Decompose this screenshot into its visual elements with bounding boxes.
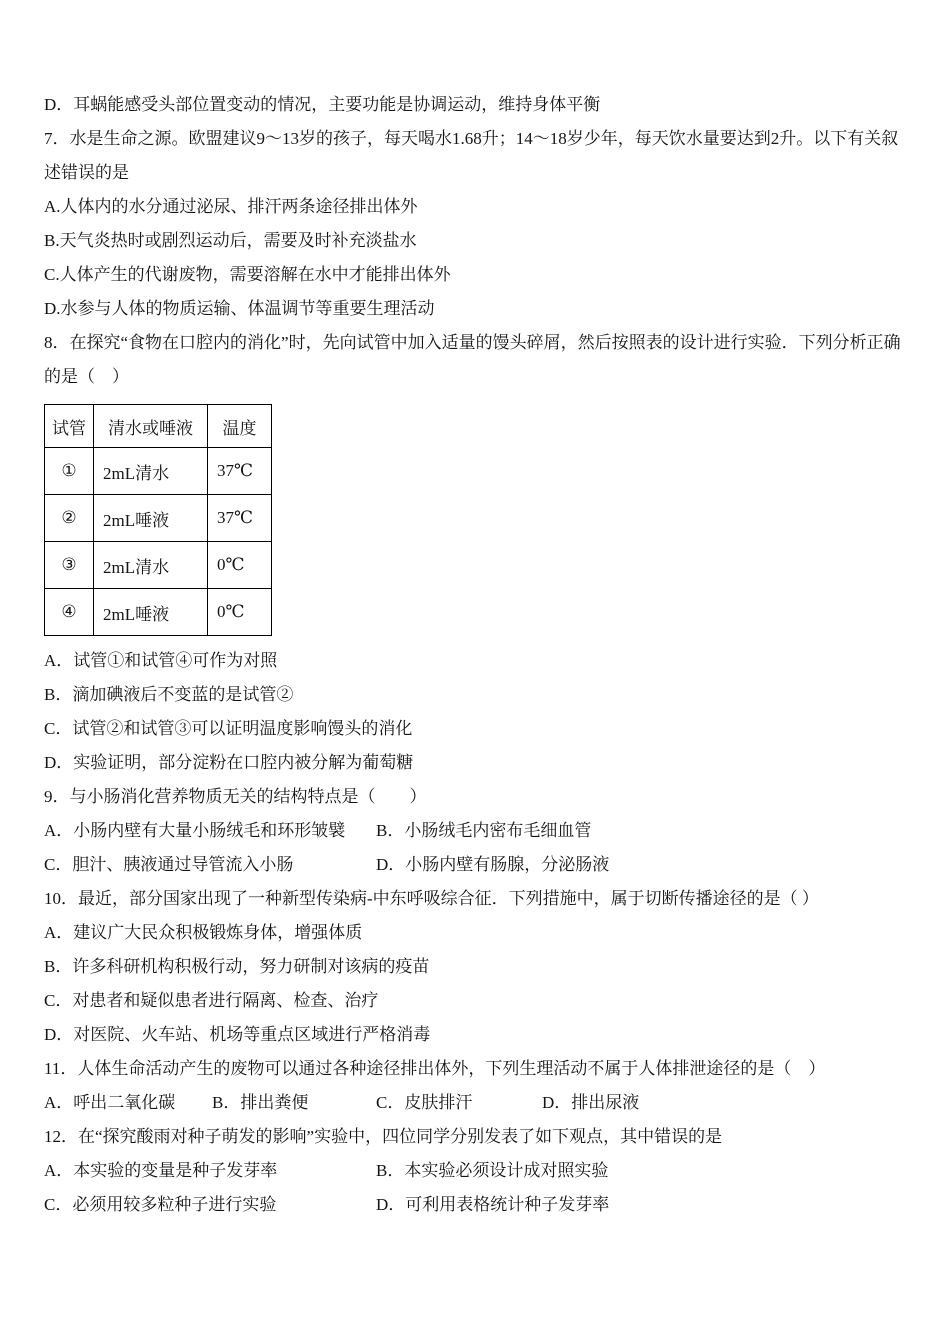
question-7-stem: 7．水是生命之源。欧盟建议9～13岁的孩子，每天喝水1.68升；14～18岁少年，每天饮水量要达到2升。以下有关叙述错误的是: [44, 129, 899, 182]
question-12-options-ab: [44, 1154, 906, 1188]
question-9-options-cd: [44, 848, 906, 882]
question-7-option-b: B.天气炎热时或剧烈运动后，需要及时补充淡盐水: [44, 231, 417, 250]
table-row: [45, 448, 272, 495]
table-cell: 2mL清水: [94, 448, 208, 495]
question-8-option-a: A．试管①和试管④可作为对照: [44, 651, 278, 670]
question-8-option-c: C．试管②和试管③可以证明温度影响馒头的消化: [44, 719, 413, 738]
table-cell: ③: [45, 542, 94, 589]
question-9-stem: 9．与小肠消化营养物质无关的结构特点是（ ）: [44, 787, 427, 806]
table-header-row: [45, 405, 272, 448]
question-10-stem: 10．最近，部分国家出现了一种新型传染病-中东呼吸综合征．下列措施中，属于切断传播途径的是（ ）: [44, 889, 819, 908]
table-cell: ②: [45, 495, 94, 542]
question-11-option-a: A．呼出二氧化碳: [44, 1093, 176, 1112]
question-7-option-c: C.人体产生的代谢废物，需要溶解在水中才能排出体外: [44, 265, 451, 284]
question-11-option-c: C．皮肤排汗: [376, 1093, 473, 1112]
question-8-option-d: D．实验证明，部分淀粉在口腔内被分解为葡萄糖: [44, 753, 414, 772]
table-cell: 2mL唾液: [94, 589, 208, 636]
question-7-option-a: A.人体内的水分通过泌尿、排汗两条途径排出体外: [44, 197, 418, 216]
question-9-option-b: B．小肠绒毛内密布毛细血管: [376, 821, 592, 840]
question-12-option-c: C．必须用较多粒种子进行实验: [44, 1195, 277, 1214]
table-cell: 37℃: [208, 448, 272, 495]
question-10-option-b: B．许多科研机构积极行动，努力研制对该病的疫苗: [44, 957, 430, 976]
question-11-stem: 11．人体生命活动产生的废物可以通过各种途径排出体外，下列生理活动不属于人体排泄途径的是（ ）: [44, 1059, 826, 1078]
table-header-cell: 试管: [45, 405, 94, 448]
question-11-options: [44, 1086, 906, 1120]
question-8-table: [44, 404, 272, 636]
question-12-option-d: D．可利用表格统计种子发芽率: [376, 1195, 610, 1214]
table-row: [45, 542, 272, 589]
question-12-option-a: A．本实验的变量是种子发芽率: [44, 1161, 278, 1180]
table-row: [45, 589, 272, 636]
table-cell: 0℃: [208, 589, 272, 636]
question-7-option-d: D.水参与人体的物质运输、体温调节等重要生理活动: [44, 299, 435, 318]
question-9-option-c: C．胆汁、胰液通过导管流入小肠: [44, 855, 294, 874]
table-cell: 37℃: [208, 495, 272, 542]
question-10-option-d: D．对医院、火车站、机场等重点区域进行严格消毒: [44, 1025, 431, 1044]
prev-question-option-d: D．耳蜗能感受头部位置变动的情况，主要功能是协调运动，维持身体平衡: [44, 95, 601, 114]
question-12-option-b: B．本实验必须设计成对照实验: [376, 1161, 609, 1180]
question-12-options-cd: [44, 1188, 906, 1222]
table-cell: ①: [45, 448, 94, 495]
table-cell: 0℃: [208, 542, 272, 589]
table-row: [45, 495, 272, 542]
table-cell: 2mL唾液: [94, 495, 208, 542]
question-10-option-c: C．对患者和疑似患者进行隔离、检查、治疗: [44, 991, 379, 1010]
question-8-option-b: B．滴加碘液后不变蓝的是试管②: [44, 685, 294, 704]
table-cell: 2mL清水: [94, 542, 208, 589]
question-11-option-b: B．排出粪便: [212, 1093, 309, 1112]
question-12-stem: 12．在“探究酸雨对种子萌发的影响”实验中，四位同学分别发表了如下观点，其中错误的是: [44, 1127, 723, 1146]
question-9-option-d: D．小肠内壁有肠腺，分泌肠液: [376, 855, 610, 874]
table-header-cell: 温度: [208, 405, 272, 448]
question-8-stem: 8．在探究“食物在口腔内的消化”时，先向试管中加入适量的馒头碎屑，然后按照表的设计进行实验．下列分析正确的是（ ）: [44, 333, 901, 386]
table-cell: ④: [45, 589, 94, 636]
question-10-option-a: A．建议广大民众积极锻炼身体，增强体质: [44, 923, 363, 942]
table-header-cell: 清水或唾液: [94, 405, 208, 448]
question-11-option-d: D．排出尿液: [542, 1093, 640, 1112]
question-9-options-ab: [44, 814, 906, 848]
question-9-option-a: A．小肠内壁有大量小肠绒毛和环形皱襞: [44, 821, 346, 840]
